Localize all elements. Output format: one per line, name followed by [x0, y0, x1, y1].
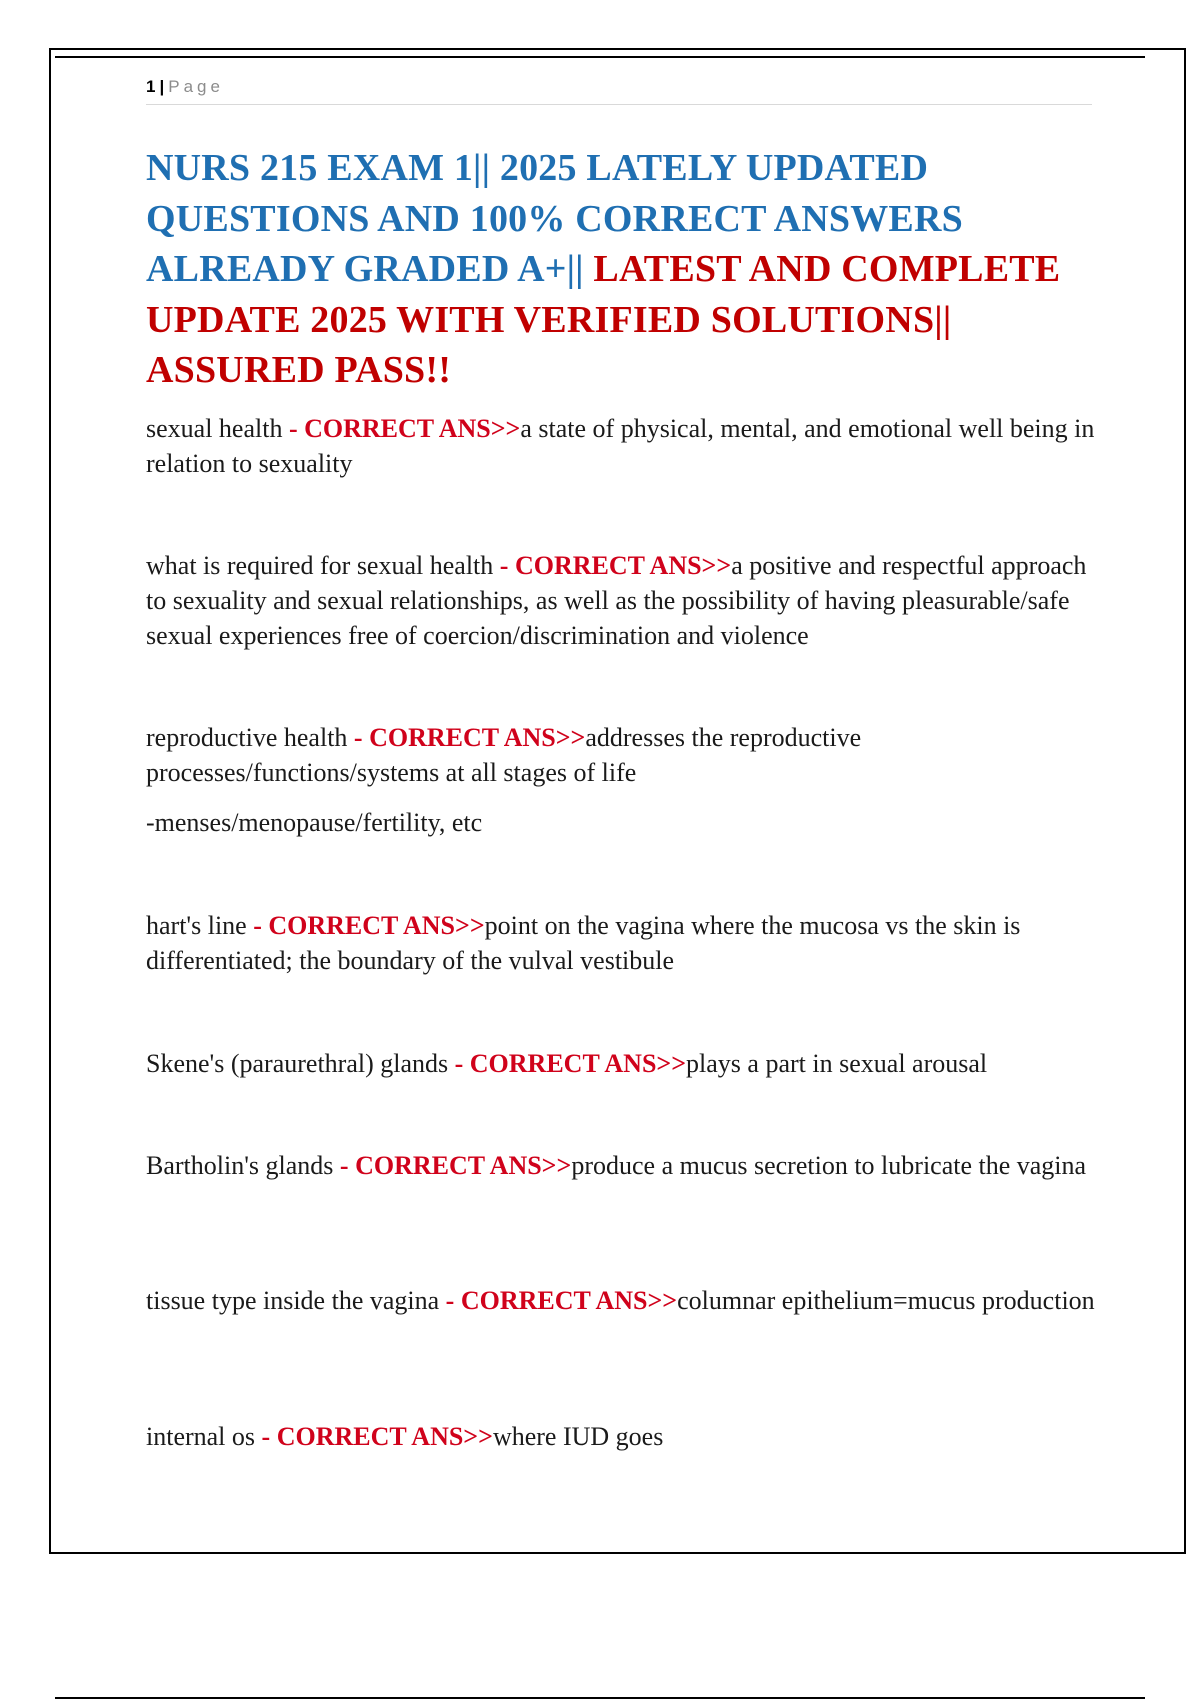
qa-term: Skene's (paraurethral) glands: [146, 1049, 455, 1078]
qa-term: what is required for sexual health: [146, 551, 500, 580]
document-title: [146, 143, 1126, 396]
answer-marker: - CORRECT ANS>>: [339, 1151, 572, 1180]
qa-item-sexual-health: [146, 411, 1106, 481]
qa-item-reproductive-health-extra: [146, 805, 1106, 840]
qa-term: tissue type inside the vagina: [146, 1286, 446, 1315]
answer-marker: - CORRECT ANS>>: [288, 414, 521, 443]
qa-answer: plays a part in sexual arousal: [686, 1049, 988, 1078]
qa-term: internal os: [146, 1422, 262, 1451]
qa-answer: point on the vagina where the mucosa vs the skin is differentiated; the boundary of the vulval vestibule: [146, 911, 1021, 975]
top-rule: [55, 56, 1145, 58]
qa-term: hart's line: [146, 911, 254, 940]
qa-item-vagina-tissue-type: [146, 1283, 1106, 1318]
answer-marker: - CORRECT ANS>>: [261, 1422, 493, 1451]
title-red-part: LATEST AND COMPLETE UPDATE 2025 WITH VERIFIED SOLUTIONS|| ASSURED PASS!!: [146, 248, 1061, 391]
answer-marker: - CORRECT ANS>>: [253, 911, 485, 940]
title-blue-part: NURS 215 EXAM 1|| 2025 LATELY UPDATED QUESTIONS AND 100% CORRECT ANSWERS ALREADY GRADED A+||: [146, 147, 963, 290]
answer-marker: - CORRECT ANS>>: [353, 723, 586, 752]
answer-marker: - CORRECT ANS>>: [454, 1049, 687, 1078]
page-label: Page: [168, 77, 224, 96]
qa-item-sexual-health-requirements: [146, 548, 1106, 653]
next-page-rule: [55, 1697, 1145, 1699]
qa-answer: a positive and respectful approach to sexuality and sexual relationships, as well as the possibility of having pleasurable/safe sexual experiences free of coercion/discrimination and violence: [146, 551, 1087, 650]
qa-extra: -menses/menopause/fertility, etc: [146, 808, 483, 837]
qa-term: reproductive health: [146, 723, 354, 752]
qa-answer: a state of physical, mental, and emotional well being in relation to sexuality: [146, 414, 1095, 478]
qa-item-harts-line: [146, 908, 1106, 978]
answer-marker: - CORRECT ANS>>: [445, 1286, 678, 1315]
qa-item-reproductive-health: [146, 720, 946, 790]
header-separator: |: [159, 77, 165, 96]
page-header: [146, 72, 1092, 105]
answer-marker: - CORRECT ANS>>: [499, 551, 732, 580]
qa-answer: addresses the reproductive processes/functions/systems at all stages of life: [146, 723, 862, 787]
qa-item-bartholins-glands: [146, 1148, 1106, 1183]
qa-answer: columnar epithelium=mucus production: [677, 1286, 1095, 1315]
qa-item-skenes-glands: [146, 1046, 1106, 1081]
qa-answer: produce a mucus secretion to lubricate the vagina: [571, 1151, 1087, 1180]
qa-term: sexual health: [146, 414, 289, 443]
qa-answer: where IUD goes: [492, 1422, 664, 1451]
qa-item-internal-os: [146, 1419, 1106, 1454]
qa-term: Bartholin's glands: [146, 1151, 340, 1180]
page-number: 1: [146, 77, 156, 96]
